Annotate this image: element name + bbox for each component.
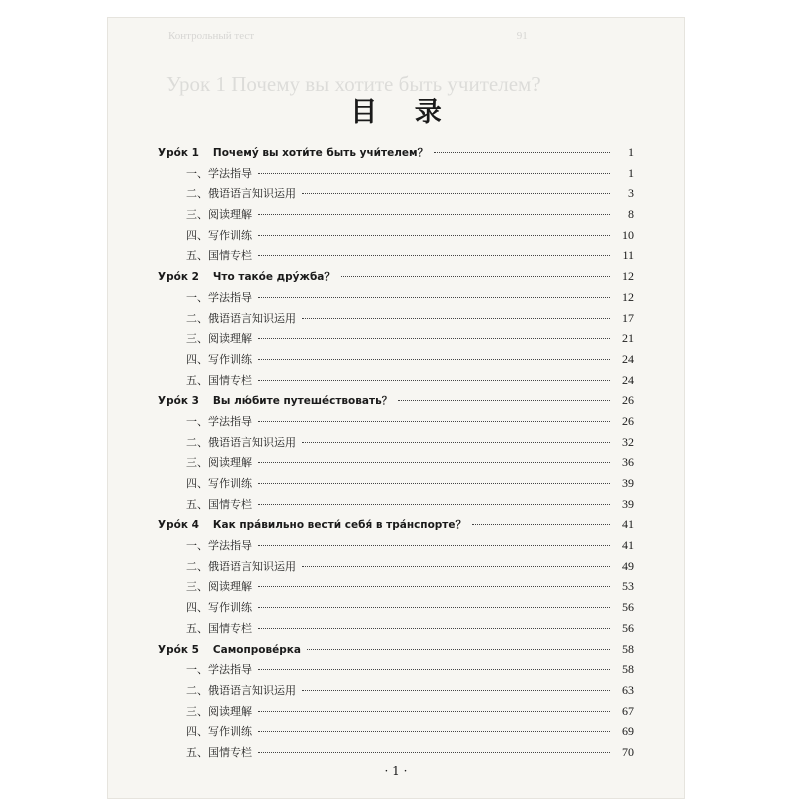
toc-section-row[interactable] <box>158 432 634 453</box>
section-title: 一、学法指导 <box>186 166 252 180</box>
section-title: 三、阅读理解 <box>186 704 252 718</box>
toc-section-row[interactable] <box>158 349 634 370</box>
page-ref: 58 <box>622 641 634 656</box>
dot-leader <box>341 276 610 277</box>
toc-lesson-row[interactable] <box>158 266 634 287</box>
section-title: 四、写作训练 <box>186 601 252 615</box>
dot-leader <box>302 690 610 691</box>
dot-leader <box>258 462 610 463</box>
lesson-number: Урóк 1 <box>158 147 199 159</box>
toc-section-row[interactable] <box>158 370 634 391</box>
dot-leader <box>302 442 610 443</box>
section-title: 五、国情专栏 <box>186 373 252 387</box>
dot-leader <box>258 669 610 670</box>
page-ref: 56 <box>622 600 634 615</box>
section-title: 四、写作训练 <box>186 352 252 366</box>
toc-section-row[interactable] <box>158 204 634 225</box>
page-ref: 26 <box>622 393 634 408</box>
page-ref: 12 <box>622 289 634 304</box>
dot-leader <box>258 483 610 484</box>
toc-lesson-row[interactable] <box>158 639 634 660</box>
page-ref: 70 <box>622 744 634 759</box>
page-ref: 58 <box>622 662 634 677</box>
toc-section-row[interactable] <box>158 494 634 515</box>
dot-leader <box>258 214 610 215</box>
page-ref: 10 <box>622 227 634 242</box>
dot-leader <box>258 338 610 339</box>
page-ref: 21 <box>622 331 634 346</box>
page-ref: 32 <box>622 434 634 449</box>
section-title: 三、阅读理解 <box>186 208 252 222</box>
bleed-through-top-num: 91 <box>516 30 528 42</box>
toc-section-row[interactable] <box>158 576 634 597</box>
toc-section-row[interactable] <box>158 535 634 556</box>
dot-leader <box>258 628 610 629</box>
page-ref: 24 <box>622 372 634 387</box>
lesson-number: Урóк 5 <box>158 643 199 656</box>
dot-leader <box>258 173 610 174</box>
toc-section-row[interactable] <box>158 245 634 266</box>
toc-section-row[interactable] <box>158 742 634 763</box>
dot-leader <box>434 152 610 153</box>
page-ref: 1 <box>628 145 634 159</box>
dot-leader <box>307 649 610 650</box>
page-ref: 12 <box>622 269 634 284</box>
bleed-through-top <box>168 30 528 42</box>
page-ref: 39 <box>622 476 634 490</box>
toc-section-row[interactable] <box>158 618 634 639</box>
toc-section-row[interactable] <box>158 308 634 329</box>
page-ref: 24 <box>622 351 634 366</box>
toc-section-row[interactable] <box>158 721 634 742</box>
table-of-contents <box>158 142 634 763</box>
page-ref: 53 <box>622 579 634 594</box>
section-title: 二、俄语语言知识运用 <box>186 187 296 201</box>
toc-section-row[interactable] <box>158 701 634 722</box>
toc-section-row[interactable] <box>158 556 634 577</box>
toc-section-row[interactable] <box>158 597 634 618</box>
page-ref: 26 <box>622 413 634 428</box>
section-title: 三、阅读理解 <box>186 456 252 470</box>
section-title: 一、学法指导 <box>186 414 252 428</box>
lesson-title: Вы лю́бите путешéствовать？ <box>212 395 393 408</box>
section-title: 一、学法指导 <box>186 290 252 304</box>
page-ref: 67 <box>622 703 634 718</box>
page-ref: 11 <box>622 248 634 263</box>
section-title: 一、学法指导 <box>186 539 252 553</box>
lesson-title: Почемý вы хоти́те быть учи́телем？ <box>212 147 429 159</box>
dot-leader <box>302 566 610 567</box>
dot-leader <box>258 380 610 381</box>
lesson-title: Самопровéрка <box>212 643 301 656</box>
dot-leader <box>258 586 610 587</box>
dot-leader <box>302 318 610 319</box>
toc-section-row[interactable] <box>158 287 634 308</box>
dot-leader <box>258 235 610 236</box>
lesson-number: Урóк 2 <box>158 271 199 284</box>
page-ref: 49 <box>622 558 634 573</box>
page-ref: 17 <box>622 310 634 325</box>
section-title: 五、国情专栏 <box>186 745 252 759</box>
dot-leader <box>258 504 610 505</box>
dot-leader <box>258 607 610 608</box>
page-ref: 36 <box>622 455 634 470</box>
lesson-title: Как прáвильно вести́ себя́ в трáнспорте？ <box>212 519 467 532</box>
dot-leader <box>258 731 610 732</box>
toc-section-row[interactable] <box>158 328 634 349</box>
toc-lesson-row[interactable] <box>158 142 634 163</box>
section-title: 三、阅读理解 <box>186 332 252 346</box>
toc-section-row[interactable] <box>158 183 634 204</box>
section-title: 四、写作训练 <box>186 725 252 739</box>
section-title: 五、国情专栏 <box>186 249 252 263</box>
page-ref: 63 <box>622 682 634 697</box>
section-title: 四、写作训练 <box>186 477 252 490</box>
toc-section-row[interactable] <box>158 452 634 473</box>
page-title: 目 录 <box>350 97 456 128</box>
dot-leader <box>258 297 610 298</box>
toc-lesson-row[interactable] <box>158 390 634 411</box>
dot-leader <box>258 255 610 256</box>
section-title: 二、俄语语言知识运用 <box>186 559 296 573</box>
toc-section-row[interactable] <box>158 411 634 432</box>
dot-leader <box>258 711 610 712</box>
dot-leader <box>258 421 610 422</box>
dot-leader <box>472 524 610 525</box>
section-title: 四、写作训练 <box>186 228 252 242</box>
toc-section-row[interactable] <box>158 225 634 246</box>
lesson-number: Урóк 4 <box>158 519 199 532</box>
section-title: 三、阅读理解 <box>186 580 252 594</box>
dot-leader <box>258 752 610 753</box>
page-ref: 3 <box>628 186 634 201</box>
dot-leader <box>258 359 610 360</box>
bleed-through-heading: Урок 1 Почему вы хотите быть учителем? <box>166 72 541 96</box>
page-ref: 56 <box>622 620 634 635</box>
page-ref: 41 <box>622 538 634 553</box>
page-ref: 1 <box>628 165 634 180</box>
section-title: 五、国情专栏 <box>186 497 252 511</box>
page-ref: 69 <box>622 724 634 739</box>
page-ref: 39 <box>622 496 634 511</box>
section-title: 一、学法指导 <box>186 663 252 677</box>
section-title: 二、俄语语言知识运用 <box>186 311 296 325</box>
toc-section-row[interactable] <box>158 163 634 184</box>
page-ref: 8 <box>628 207 634 222</box>
toc-lesson-row[interactable] <box>158 514 634 535</box>
section-title: 五、国情专栏 <box>186 621 252 635</box>
section-title: 二、俄语语言知识运用 <box>186 683 296 697</box>
page-ref: 41 <box>622 517 634 532</box>
toc-section-row[interactable] <box>158 680 634 701</box>
page-number: · 1 · <box>384 764 408 778</box>
toc-section-row[interactable] <box>158 473 634 494</box>
dot-leader <box>398 400 610 401</box>
lesson-number: Урóк 3 <box>158 395 199 408</box>
bleed-through-top-text: Контрольный тест <box>168 30 255 42</box>
toc-section-row[interactable] <box>158 659 634 680</box>
dot-leader <box>302 193 610 194</box>
section-title: 二、俄语语言知识运用 <box>186 435 296 449</box>
dot-leader <box>258 545 610 546</box>
book-page <box>108 18 684 798</box>
lesson-title: Что такóе дрýжба？ <box>212 271 335 284</box>
